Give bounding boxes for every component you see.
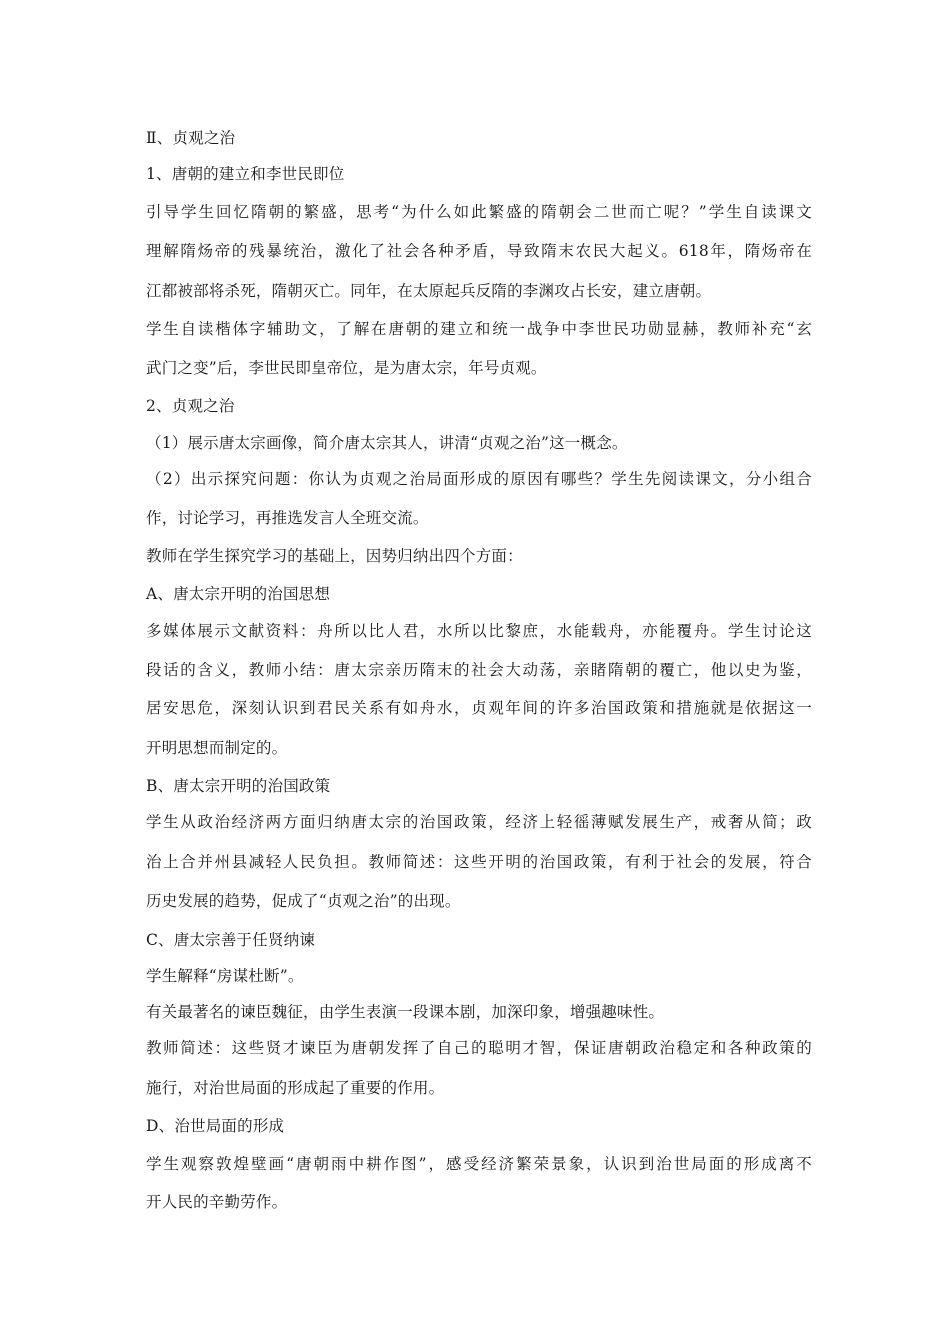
paragraph-line: 学生自读楷体字辅助文，了解在唐朝的建立和统一战争中李世民功勋显赫，教师补充“玄 xyxy=(146,320,812,338)
point-heading: A、唐太宗开明的治国思想 xyxy=(146,585,331,603)
paragraph-line: 学生从政治经济两方面归纳唐太宗的治国政策，经济上轻徭薄赋发展生产，戒奢从简；政 xyxy=(146,813,812,831)
subsection-heading: 2、贞观之治 xyxy=(146,397,235,415)
paragraph-line: 教师简述：这些贤才谏臣为唐朝发挥了自己的聪明才智，保证唐朝政治稳定和各种政策的 xyxy=(146,1039,812,1057)
paragraph-line: （1）展示唐太宗画像，简介唐太宗其人，讲清“贞观之治”这一概念。 xyxy=(146,434,628,452)
paragraph-line: 多媒体展示文献资料：舟所以比人君，水所以比黎庶，水能载舟，亦能覆舟。学生讨论这 xyxy=(146,622,812,640)
paragraph-line: 开人民的辛勤劳作。 xyxy=(146,1193,288,1211)
point-heading: C、唐太宗善于任贤纳谏 xyxy=(146,931,316,949)
paragraph-line: 学生观察敦煌壁画“唐朝雨中耕作图”，感受经济繁荣景象，认识到治世局面的形成离不 xyxy=(146,1155,812,1173)
paragraph-line: 段话的含义，教师小结：唐太宗亲历隋末的社会大动荡，亲睹隋朝的覆亡，他以史为鉴， xyxy=(146,661,812,679)
paragraph-line: （2）出示探究问题：你认为贞观之治局面形成的原因有哪些？学生先阅读课文，分小组合 xyxy=(146,470,812,488)
paragraph-line: 开明思想而制定的。 xyxy=(146,739,288,757)
paragraph-line: 武门之变”后，李世民即皇帝位，是为唐太宗，年号贞观。 xyxy=(146,359,547,377)
paragraph-line: 居安思危，深刻认识到君民关系有如舟水，贞观年间的许多治国政策和措施就是依据这一 xyxy=(146,699,812,717)
paragraph-line: 作，讨论学习，再推选发言人全班交流。 xyxy=(146,509,429,527)
paragraph-line: 历史发展的趋势，促成了“贞观之治”的出现。 xyxy=(146,892,461,910)
point-heading: D、治世局面的形成 xyxy=(146,1117,285,1135)
paragraph-line: 江都被部将杀死，隋朝灭亡。同年，在太原起兵反隋的李渊攻占长安，建立唐朝。 xyxy=(146,282,712,300)
paragraph-line: 治上合并州县减轻人民负担。教师简述：这些开明的治国政策，有利于社会的发展，符合 xyxy=(146,853,812,871)
paragraph-line: 学生解释“房谋杜断”。 xyxy=(146,967,304,985)
section-heading: Ⅱ、贞观之治 xyxy=(146,129,236,147)
paragraph-line: 理解隋炀帝的残暴统治，激化了社会各种矛盾，导致隋末农民大起义。618年，隋炀帝在 xyxy=(146,242,812,260)
paragraph-line: 有关最著名的谏臣魏征，由学生表演一段课本剧，加深印象，增强趣味性。 xyxy=(146,1003,665,1021)
point-heading: B、唐太宗开明的治国政策 xyxy=(146,777,331,795)
paragraph-line: 施行，对治世局面的形成起了重要的作用。 xyxy=(146,1079,445,1097)
paragraph-line: 引导学生回忆隋朝的繁盛，思考“为什么如此繁盛的隋朝会二世而亡呢？”学生自读课文 xyxy=(146,203,812,221)
paragraph-line: 教师在学生探究学习的基础上，因势归纳出四个方面： xyxy=(146,547,523,565)
subsection-heading: 1、唐朝的建立和李世民即位 xyxy=(146,165,345,183)
